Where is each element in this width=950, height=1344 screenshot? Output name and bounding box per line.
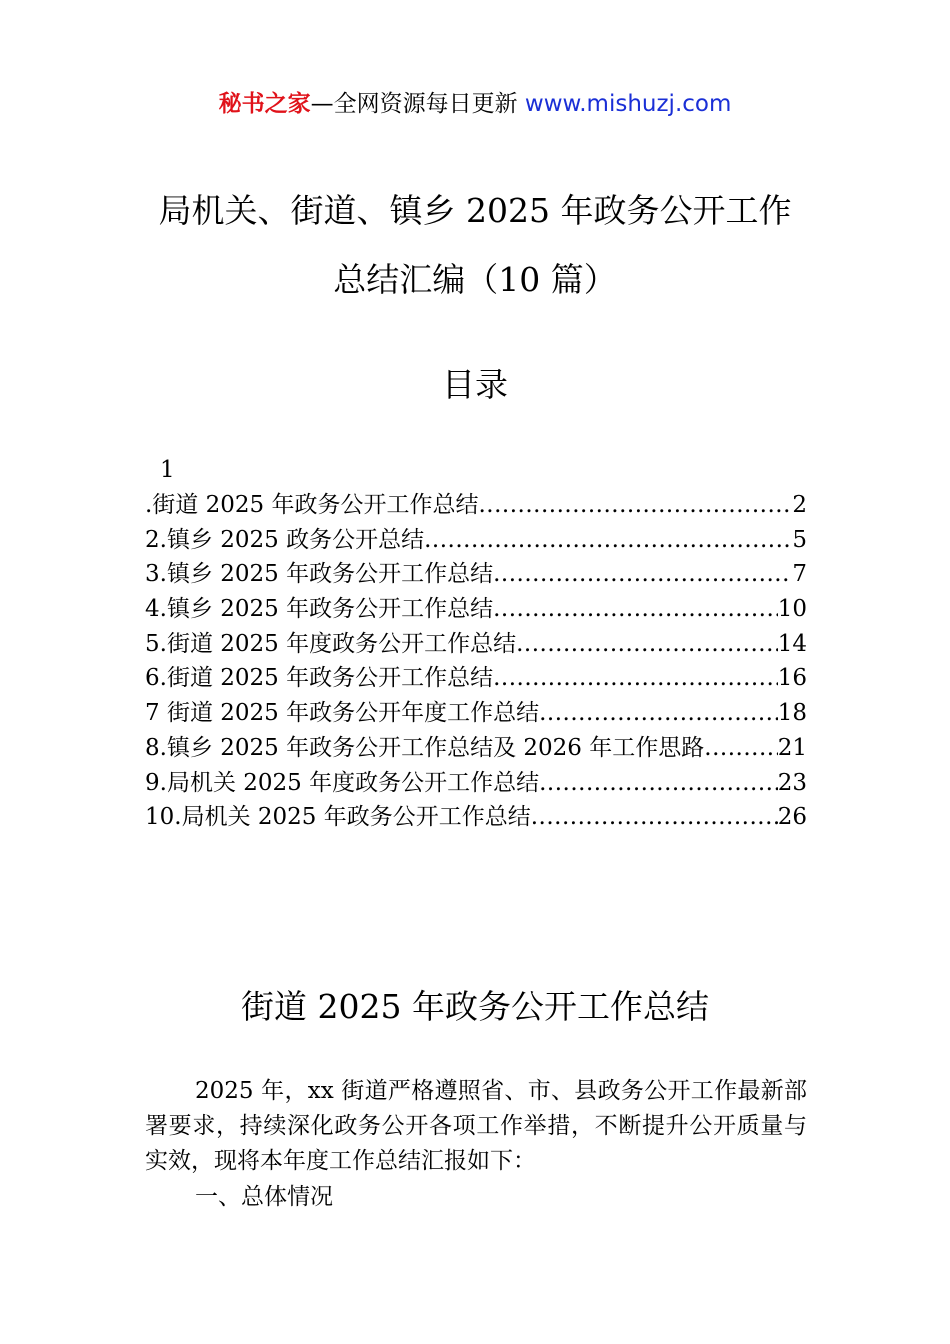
site-header (0, 88, 950, 120)
toc-entry[interactable] (145, 661, 807, 696)
toc-leader-dots (516, 627, 778, 661)
toc-entry-page: 5 (792, 526, 807, 553)
toc-lead-number: 1 (160, 457, 175, 483)
toc-entry[interactable] (145, 488, 807, 523)
toc-entry-page: 21 (777, 734, 807, 761)
toc-entry-title: 2.镇乡 2025 政务公开总结 (145, 526, 425, 553)
toc-entry[interactable] (145, 696, 807, 731)
section-subheading: 一、总体情况 (195, 1184, 333, 1210)
toc-entry[interactable] (145, 731, 807, 766)
toc-entry-page: 14 (777, 630, 807, 657)
toc-leader-dots (704, 731, 777, 765)
toc-entry[interactable] (145, 592, 807, 627)
document-title-line-2: 总结汇编（10 篇） (333, 260, 617, 299)
toc-entry-page: 23 (777, 769, 807, 796)
toc-heading: 目录 (442, 365, 508, 404)
toc-entry-page: 7 (792, 561, 807, 588)
toc-entry[interactable] (145, 557, 807, 592)
toc-leader-dots (493, 557, 792, 591)
toc-leader-dots (493, 661, 778, 695)
toc-leader-dots (539, 766, 778, 800)
site-brand: 秘书之家 (218, 91, 311, 117)
document-title-line-1: 局机关、街道、镇乡 2025 年政务公开工作 (158, 191, 792, 230)
toc-entry[interactable] (145, 523, 807, 558)
toc-entry-page: 2 (792, 492, 807, 518)
toc-entry-title: 9.局机关 2025 年度政务公开工作总结 (145, 769, 540, 796)
toc-leader-dots (478, 488, 792, 522)
toc-leader-dots (424, 523, 792, 557)
table-of-contents (145, 488, 807, 835)
toc-leader-dots (539, 696, 778, 730)
toc-entry[interactable] (145, 800, 807, 835)
toc-entry-title: .街道 2025 年政务公开工作总结 (145, 492, 479, 518)
section-title: 街道 2025 年政务公开工作总结 (241, 987, 709, 1026)
toc-entry-title: 7 街道 2025 年政务公开年度工作总结 (145, 700, 540, 727)
toc-entry-title: 5.街道 2025 年度政务公开工作总结 (145, 630, 517, 657)
toc-entry-page: 16 (777, 665, 807, 692)
site-slogan: —全网资源每日更新 (310, 91, 525, 117)
site-url-link[interactable]: www.mishuzj.com (524, 91, 732, 117)
toc-entry-page: 26 (777, 804, 807, 831)
toc-entry-title: 6.街道 2025 年政务公开工作总结 (145, 665, 494, 692)
section-paragraph: 2025 年，xx 街道严格遵照省、市、县政务公开工作最新部署要求，持续深化政务公开各项工作举措，不断提升公开质量与实效，现将本年度工作总结汇报如下： (145, 1078, 807, 1174)
toc-entry-title: 4.镇乡 2025 年政务公开工作总结 (145, 596, 494, 623)
toc-entry[interactable] (145, 627, 807, 662)
toc-leader-dots (493, 592, 778, 626)
toc-entry-title: 8.镇乡 2025 年政务公开工作总结及 2026 年工作思路 (145, 734, 705, 761)
toc-entry-page: 18 (777, 700, 807, 727)
toc-entry-title: 10.局机关 2025 年政务公开工作总结 (145, 804, 531, 831)
toc-entry-page: 10 (777, 596, 807, 623)
toc-entry-title: 3.镇乡 2025 年政务公开工作总结 (145, 561, 494, 588)
toc-leader-dots (531, 800, 778, 834)
toc-entry[interactable] (145, 766, 807, 801)
